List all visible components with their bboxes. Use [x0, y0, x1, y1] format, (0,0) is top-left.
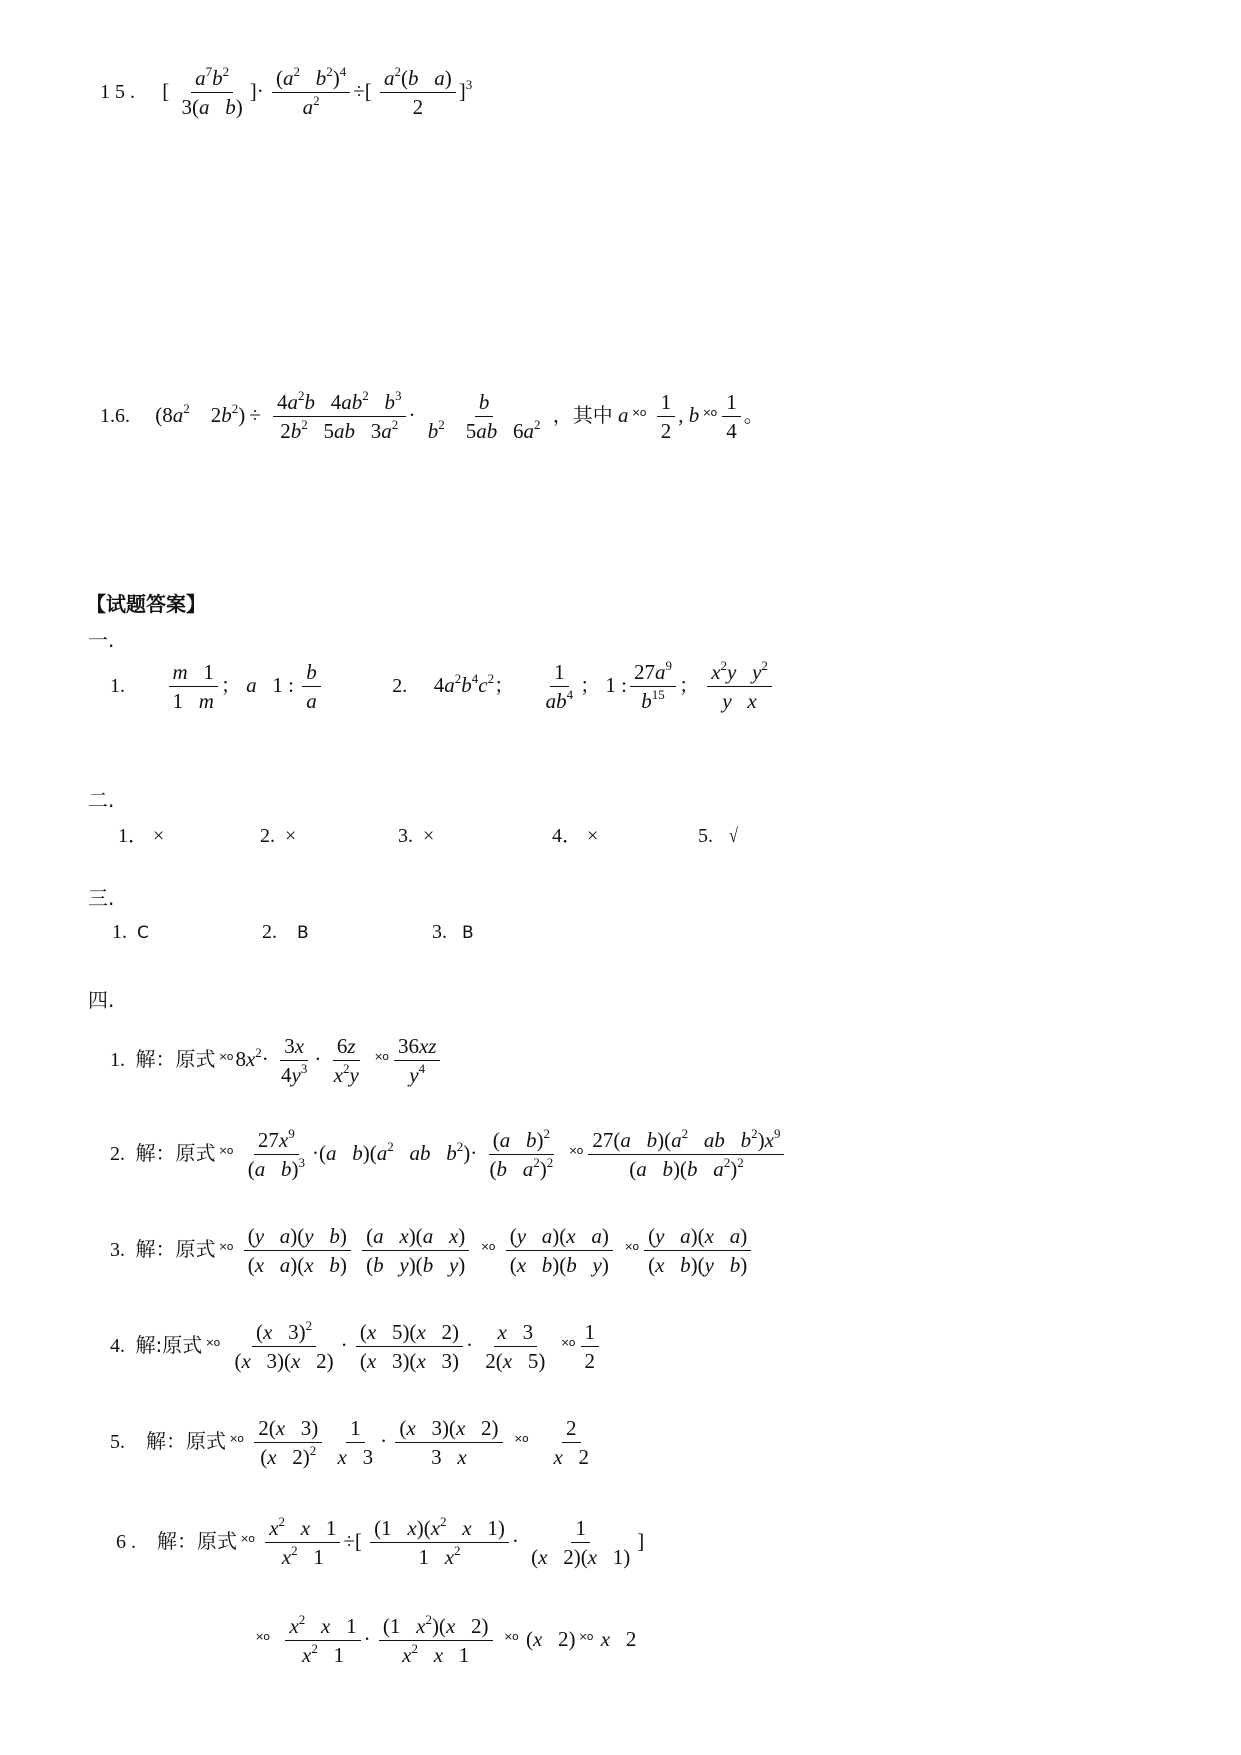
solution-3: 3. 解：原式 $^{\times o}$ $\frac{\text{(y a)(y b)}}{\text{(x a)(x b)}}$ $\frac{\text{(a x)(a x)}}{\text{(b y)(b y)}}$ $^{\times o}$ $\frac{\text{(y a)(x a)}}{\text{(x b)(b y)}}$ $^{\times o}$ $\frac{\text{(y a)(x a)}}{\text{(x b)(y b)}}$ [110, 1226, 754, 1276]
fraction: $\frac{27a^9}{b^{15}}$ [630, 662, 676, 712]
where-text: ，其中 [552, 402, 613, 427]
section2-item: 3. × [398, 825, 435, 847]
section2-title: 二. [88, 788, 115, 812]
fraction: $\frac{m 1}{1 m}$ [169, 662, 218, 712]
section1-title: 一. [88, 628, 115, 652]
fraction: $\frac{b}{a}$ [302, 662, 321, 712]
fraction: $\frac{x 3}{2(x 5)}$ [485, 1320, 546, 1373]
section3-item: 2. B [262, 921, 309, 943]
solution-1: 1. 解：原式 $^{\times o}$ $8x^2\cdot$ $\frac{3x}{4y^3}$ · $\frac{6z}{x^2y}$ $^{\times o}$ $\frac{36xz}{y^4}$ [110, 1036, 443, 1086]
section2-item: 5. √ [698, 825, 738, 847]
fraction: $\frac{36xz}{y^4}$ [394, 1036, 441, 1086]
section2-item: 1． × [118, 825, 165, 847]
fraction: $\frac{27x^9}{(a b)^3}$ [247, 1126, 305, 1181]
section2-item: 2. × [260, 825, 297, 847]
fraction: $\frac{(a^2 b^2)^4}{a^2}$ [272, 68, 350, 118]
section3-item: 3. B [432, 921, 474, 943]
section3-item: 1. C [112, 921, 149, 943]
fraction: $\frac{\text{(y a)(y b)}}{\text{(x a)(x b)}}$ [244, 1226, 351, 1276]
fraction: $\frac{x^2 x 1}{x^2 1}$ [265, 1518, 340, 1568]
period-text: 。 [743, 402, 764, 427]
fraction: $\frac{3x}{4y^3}$ [281, 1034, 308, 1087]
fraction: $\frac{x^2 x 1}{x^2 1}$ [285, 1616, 360, 1666]
fraction: $\frac{1}{ab^4}$ [545, 660, 574, 713]
solution-2: 2. 解：原式 $^{\times o}$ $\frac{27x^9}{(a b)^3}$ ·(a $b)(a^2$ ab $b^2)\cdot$ $\frac{(a b)^2}{(b a^2)^2}$ $^{\times o}$ $\frac{27(a b)(a^2 ab b^2)x^9}{(a b)(b a^2)^2}$ [110, 1130, 787, 1180]
fraction: $\frac{a^7b^2}{\text{3(a b)}}$ [181, 64, 243, 119]
fraction: $\frac{a^2(b a)}{2}$ [380, 68, 456, 118]
solution-4: 4. 解:原式 $^{\times o}$ $\frac{(x 3)^2}{(x 3)(x 2)}$ · $\frac{(x 5)(x 2)}{(x 3)(x 3)}$ · $\frac{x 3}{2(x 5)}$ $^{\times o}$ $\frac{1}{2}$ [110, 1322, 602, 1372]
fraction: $\frac{(1 x^2)(x 2)}{x^2 x 1}$ [379, 1616, 493, 1666]
fraction: $\frac{(1 x)(x^2 x 1)}{1 x^2}$ [370, 1518, 509, 1568]
section3-title: 三. [88, 886, 115, 910]
fraction: $\frac{(x 3)^2}{(x 3)(x 2)}$ [234, 1318, 334, 1373]
fraction: $\frac{\text{(y a)(x a)}}{\text{(x b)(y b)}}$ [644, 1226, 751, 1276]
fraction: $\frac{4a^2b 4ab^2 b^3}{2b^2 5ab 3a^2}$ [273, 392, 406, 442]
problem-15-label: 1 5 . [100, 80, 135, 103]
section2-item: 4． × [552, 825, 599, 847]
fraction: $\frac{27(a b)(a^2 ab b^2)x^9}{(a b)(b a^2)^2}$ [588, 1130, 784, 1180]
section1-line: 1. $\frac{m 1}{1 m}$ ； a 1 : $\frac{b}{a}$ 2. $4a^2b^4c^2$； $\frac{1}{ab^4}$ ； 1 : $\frac{27a^9}{b^{15}}$ ； $\frac{x^2y y^2}{\text{y x}}$ [110, 662, 775, 712]
answers-heading: 【试题答案】 [86, 592, 206, 616]
fraction: $\frac{\text{(y a)(x a)}}{\text{(x b)(b y)}}$ [506, 1226, 613, 1276]
fraction: $\frac{b}{b^2 5ab 6a^2}$ [427, 390, 541, 443]
fraction: $\frac{x^2y y^2}{\text{y x}}$ [707, 662, 772, 712]
fraction: $\frac{6z}{x^2y}$ [333, 1034, 359, 1087]
solution-5: 5. 解：原式 $^{\times o}$ $\frac{2(x 3)}{(x 2)^2}$ $\frac{1}{x 3}$ · $\frac{(x 3)(x 2)}{3 x}$ $^{\times o}$ $\frac{2}{x 2}$ [110, 1418, 596, 1468]
problem-16-label: 1.6. [100, 404, 130, 427]
problem-15: 1 5 . [ $\frac{a^7b^2}{\text{3(a b)}}$ ]· $\frac{(a^2 b^2)^4}{a^2}$ ÷[ $\frac{a^2(b a)}{2}$ ]$^3$ [100, 64, 473, 119]
fraction: $\frac{2(x 3)}{(x 2)^2}$ [254, 1418, 322, 1468]
fraction: $\frac{(a b)^2}{(b a^2)^2}$ [489, 1126, 554, 1181]
solution-6: 6 . 解：原式 $^{\times o}$ $\frac{x^2 x 1}{x^2 1}$ ÷[ $\frac{(1 x)(x^2 x 1)}{1 x^2}$ · $\frac{1}{(x 2)(x 1)}$ ] [116, 1514, 645, 1569]
fraction: $\frac{2}{x 2}$ [553, 1416, 590, 1469]
fraction: $\frac{1}{4}$ [722, 392, 741, 442]
fraction: $\frac{1}{x 3}$ [337, 1416, 374, 1469]
fraction: $\frac{1}{2}$ [581, 1322, 600, 1372]
problem-16: 1.6. ($8a^2$ $2b^2$) ÷ $\frac{4a^2b 4ab^2 b^3}{2b^2 5ab 3a^2}$ · $\frac{b}{b^2 5ab 6a^2}$ ，其中 a $^{\times o}$ $\frac{1}{2}$ , b $^{\times o}$ $\frac{1}{4}$ 。 [100, 388, 764, 443]
fraction: $\frac{1}{(x 2)(x 1)}$ [531, 1516, 631, 1569]
fraction: $\frac{1}{2}$ [657, 392, 676, 442]
fraction: $\frac{(x 5)(x 2)}{(x 3)(x 3)}$ [356, 1322, 463, 1372]
section4-title: 四. [88, 988, 115, 1012]
fraction: $\frac{(x 3)(x 2)}{3 x}$ [395, 1418, 502, 1468]
fraction: $\frac{\text{(a x)(a x)}}{\text{(b y)(b y)}}$ [362, 1226, 469, 1276]
solution-6-continued: $^{\times o}$ $\frac{x^2 x 1}{x^2 1}$ · $\frac{(1 x^2)(x 2)}{x^2 x 1}$ $^{\times o}$ (x 2) $^{\times o}$ x 2 [255, 1612, 637, 1667]
